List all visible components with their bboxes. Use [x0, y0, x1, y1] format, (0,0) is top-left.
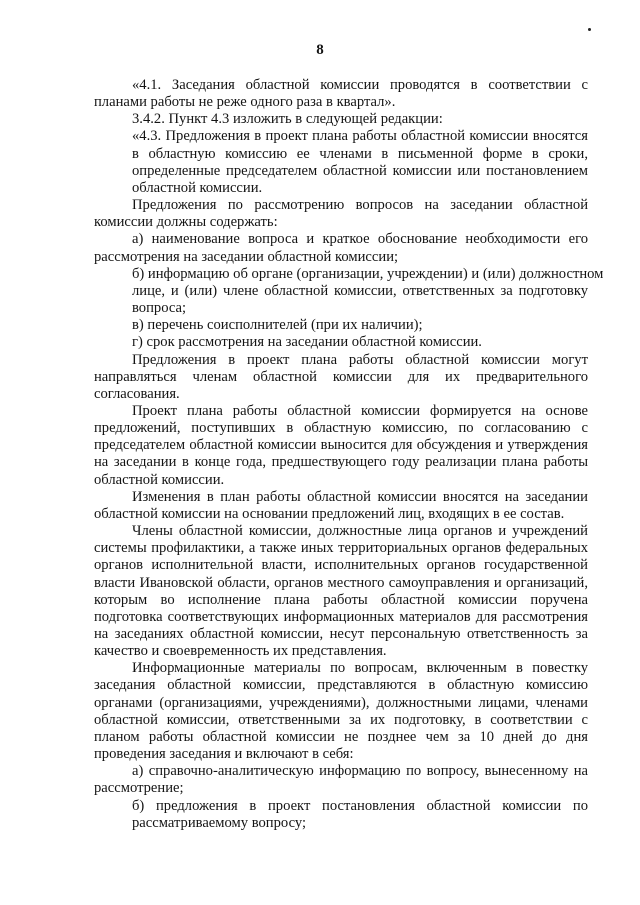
paragraph-responsibility: Члены областной комиссии, должностные лица органов и учреждений системы профилактики, а также иных территориальных органов федеральных органов исполнительной власти, исполнительных органов государственной власти Ивановской области, органов местного самоуправления и организаций, которым во исполнение плана работы областной комиссии поручена подготовка соответствующих информационных материалов для рассмотрения на заседаниях областной комиссии, несут персональную ответственность за качество и своевременность их представления. — [94, 523, 588, 660]
paragraph-preliminary-approval: Предложения в проект плана работы областной комиссии могут направляться членам областной комиссии для их предварительного согласования. — [94, 351, 588, 402]
list-item-materials-a: а) справочно-аналитическую информацию по вопросу, вынесенному на рассмотрение; — [94, 763, 588, 797]
paragraph-4-1: «4.1. Заседания областной комиссии проводятся в соответствии с планами работы не реже одного раза в квартал». — [94, 77, 588, 111]
list-item-a: а) наименование вопроса и краткое обоснование необходимости его рассмотрения на заседании областной комиссии; — [94, 231, 588, 265]
list-item-b: б) информацию об органе (организации, учреждении) и (или) должностном лице, и (или) члене областной комиссии, ответственных за подготовку вопроса; — [132, 265, 604, 317]
list-item-v: в) перечень соисполнителей (при их наличии); — [132, 317, 423, 334]
paragraph-4-3: «4.3. Предложения в проект плана работы областной комиссии вносятся в областную комиссию ее членами в письменной форме в сроки, определенные председателем областной комиссии или постановлением областной комиссии. — [132, 128, 588, 196]
paragraph-3-4-2: 3.4.2. Пункт 4.3 изложить в следующей редакции: — [132, 111, 443, 128]
paragraph-information-materials: Информационные материалы по вопросам, включенным в повестку заседания областной комиссии, представляются в областную комиссию органами (организациями, учреждениями), должностными лицами, членами областной комиссии, ответственными за их подготовку, в соответствии с планом работы областной комиссии не позднее чем за 10 дней до дня проведения заседания и включают в себя: — [94, 660, 588, 763]
list-item-materials-b: б) предложения в проект постановления областной комиссии по рассматриваемому вопросу; — [132, 797, 588, 831]
list-item-g: г) срок рассмотрения на заседании областной комиссии. — [132, 334, 482, 351]
scan-speck — [588, 28, 591, 31]
paragraph-plan-changes: Изменения в план работы областной комиссии вносятся на заседании областной комиссии на основании предложений лиц, входящих в ее состав. — [94, 488, 588, 522]
document-body — [94, 77, 604, 832]
page-number: 8 — [316, 42, 324, 58]
paragraph-proposals-content: Предложения по рассмотрению вопросов на заседании областной комиссии должны содержать: — [94, 197, 588, 231]
paragraph-plan-formation: Проект плана работы областной комиссии формируется на основе предложений, поступивших в областную комиссию, по согласованию с председателем областной комиссии выносится для обсуждения и утверждения на заседании в конце года, предшествующего году реализации плана работы областной комиссии. — [94, 402, 588, 488]
